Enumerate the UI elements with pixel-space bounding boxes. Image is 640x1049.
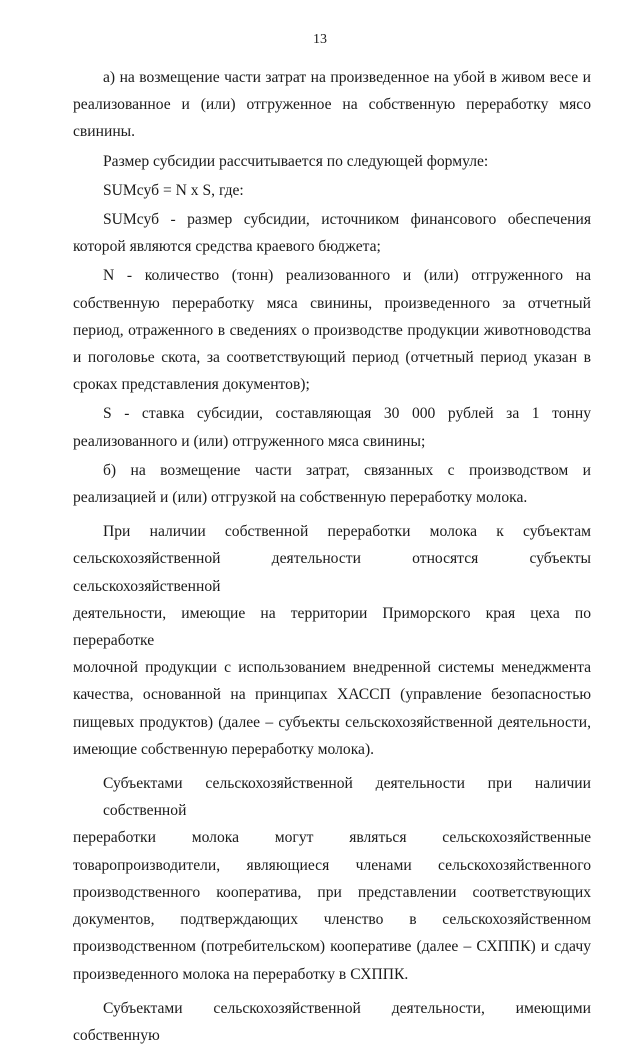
paragraph-line: деятельности, имеющие на территории Приморского края цеха по переработке bbox=[73, 604, 591, 650]
paragraph-line: производственном (потребительском) кооперативе (далее – СХППК) и сдачу bbox=[73, 938, 591, 956]
paragraph-formula: SUMсуб = N x S, где: bbox=[103, 181, 244, 199]
paragraph-line: пищевых продуктов) (далее – субъекты сельскохозяйственной деятельности, bbox=[73, 713, 591, 731]
paragraph-b-milk-subsidy: б) на возмещение части затрат, связанных с производством и реализацией и (или) отгрузкой на собственную переработку молока. bbox=[73, 461, 591, 507]
paragraph-n-definition: N - количество (тонн) реализованного и (или) отгруженного на собственную переработку мяса свинины, произведенного за отчетный период, отраженного в сведениях о производстве продукции животноводства и поголовье скота, за соответствующий период (отчетный период указан в сроках представления документов); bbox=[73, 267, 591, 394]
paragraph-milk-processing bbox=[73, 518, 591, 763]
paragraph-line: молочной продукции с использованием внедренной системы менеджмента bbox=[73, 659, 591, 677]
paragraph-line: переработки молока могут являться сельскохозяйственные bbox=[73, 829, 591, 847]
paragraph-sum-definition: SUMсуб - размер субсидии, источником финансового обеспечения которой являются средства краевого бюджета; bbox=[73, 211, 591, 256]
paragraph-line: производственного кооператива, при представлении соответствующих bbox=[73, 883, 591, 901]
paragraph-cooperative-members bbox=[73, 770, 591, 988]
paragraph-own-processing-subjects: Субъектами сельскохозяйственной деятельности, имеющими собственную bbox=[73, 999, 591, 1044]
paragraph-s-definition: S - ставка субсидии, составляющая 30 000 рублей за 1 тонну реализованного и (или) отгруженного мяса свинины; bbox=[73, 405, 591, 450]
paragraph-line: сельскохозяйственной деятельности относятся субъекты сельскохозяйственной bbox=[73, 550, 591, 595]
paragraph-a-pork-subsidy: а) на возмещение части затрат на произведенное на убой в живом весе и реализованное и (или) отгруженное на собственную переработку мясо свинины. bbox=[73, 69, 591, 141]
paragraph-line: качества, основанной на принципах ХАССП (управление безопасностью bbox=[73, 686, 591, 704]
page-number: 13 bbox=[313, 32, 327, 47]
paragraph-formula-intro: Размер субсидии рассчитывается по следующей формуле: bbox=[103, 152, 489, 170]
paragraph-line: товаропроизводители, являющиеся членами сельскохозяйственного bbox=[73, 856, 591, 874]
paragraph-line: При наличии собственной переработки молока к субъектам bbox=[103, 523, 591, 541]
paragraph-line: произведенного молока на переработку в СХППК. bbox=[73, 965, 409, 983]
paragraph-line: Субъектами сельскохозяйственной деятельности при наличии собственной bbox=[103, 775, 591, 820]
document-body bbox=[73, 64, 591, 1049]
paragraph-line: документов, подтверждающих членство в сельскохозяйственном bbox=[73, 911, 591, 929]
paragraph-line: имеющие собственную переработку молока). bbox=[73, 740, 375, 758]
